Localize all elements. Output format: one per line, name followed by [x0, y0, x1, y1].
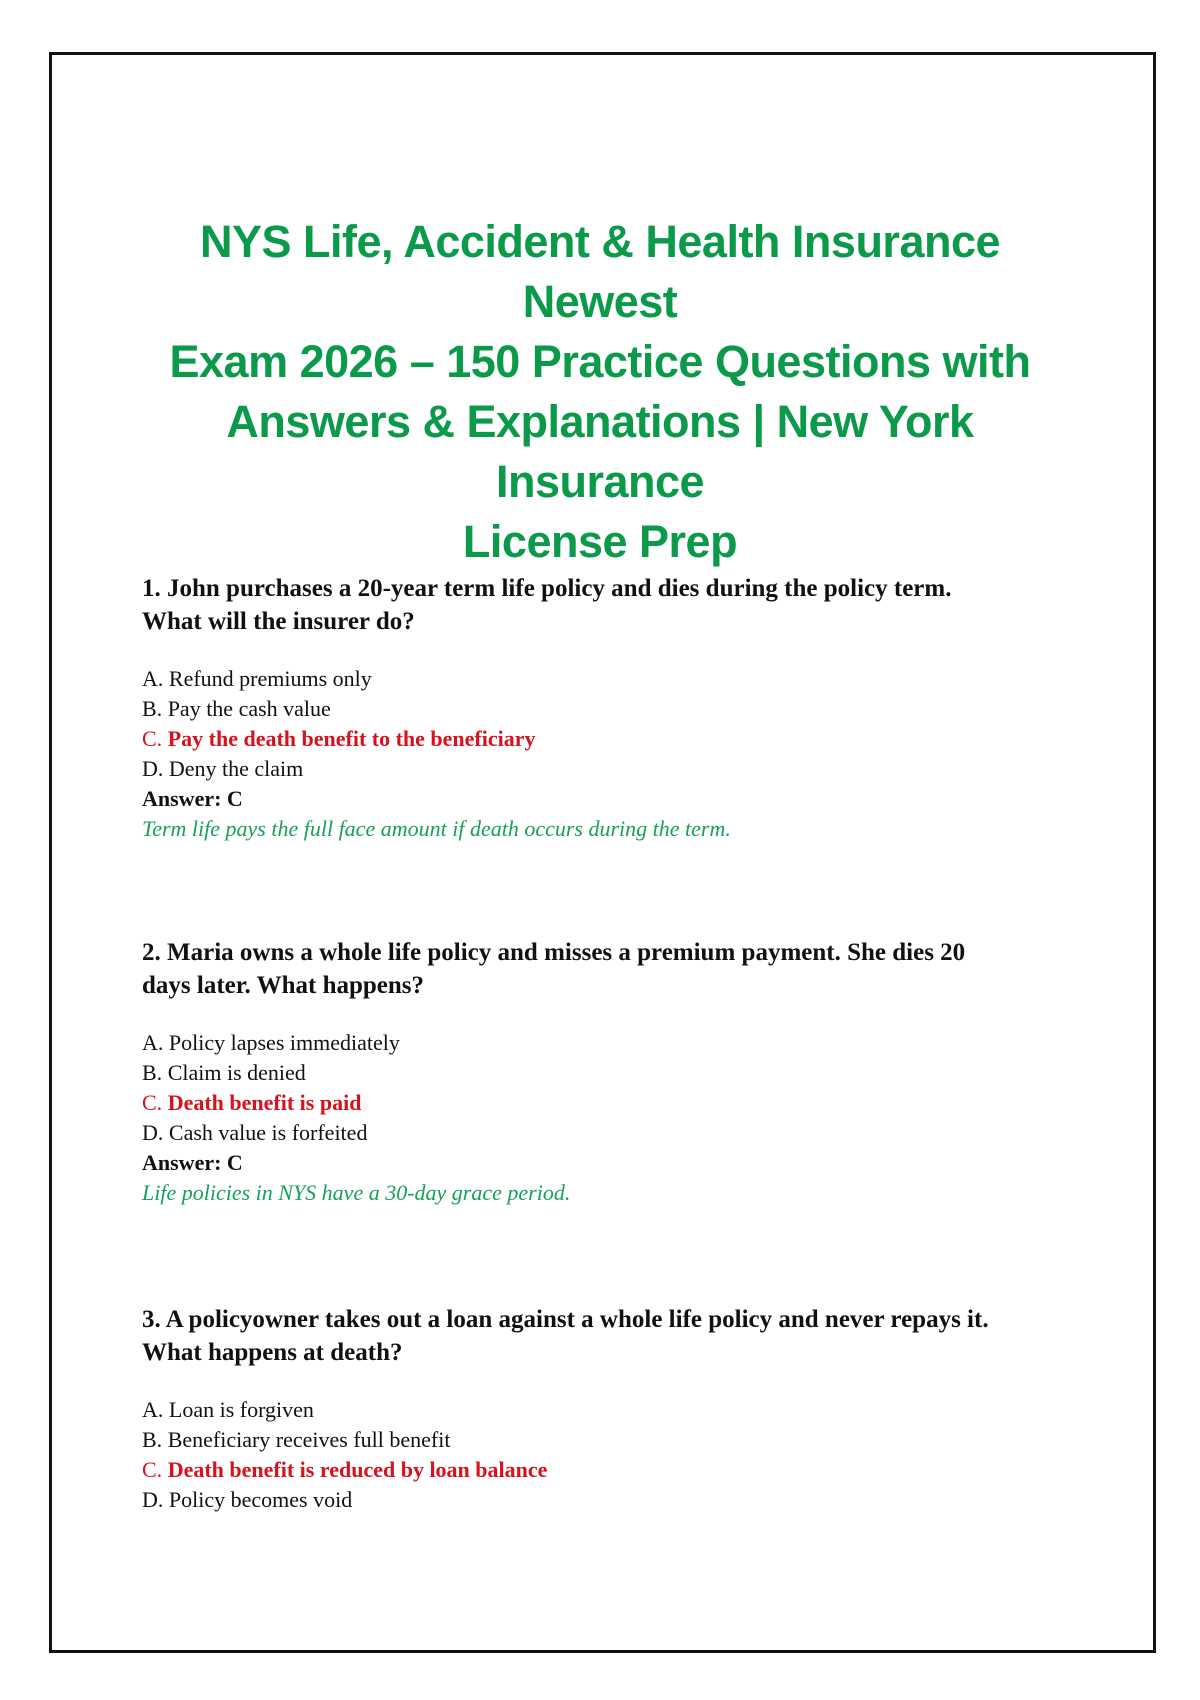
question-3 — [142, 1303, 1072, 1515]
answer-label: Answer: C — [142, 1150, 243, 1175]
option-c-correct: C. Pay the death benefit to the beneficiary — [142, 726, 536, 751]
option-c-correct: C. Death benefit is reduced by loan balance — [142, 1457, 548, 1482]
question-1 — [142, 572, 1072, 844]
option-d: D. Cash value is forfeited — [142, 1120, 368, 1145]
title-line: NYS Life, Accident & Health Insurance Newest — [199, 216, 1001, 327]
explanation: Life policies in NYS have a 30-day grace period. — [142, 1180, 571, 1205]
option-list — [142, 1395, 1072, 1515]
document-title — [150, 212, 1050, 572]
option-c-correct: C. Death benefit is paid — [142, 1090, 362, 1115]
title-line: Answers & Explanations | New York Insurance — [226, 396, 974, 507]
option-d: D. Policy becomes void — [142, 1487, 353, 1512]
question-text: 2. Maria owns a whole life policy and misses a premium payment. She dies 20 days later. What happens? — [142, 939, 966, 999]
option-b: B. Pay the cash value — [142, 696, 331, 721]
question-text: 3. A policyowner takes out a loan against a whole life policy and never repays it. What happens at death? — [142, 1306, 989, 1366]
option-b: B. Beneficiary receives full benefit — [142, 1427, 451, 1452]
option-a: A. Policy lapses immediately — [142, 1030, 400, 1055]
explanation: Term life pays the full face amount if death occurs during the term. — [142, 816, 731, 841]
answer-label: Answer: C — [142, 786, 243, 811]
option-a: A. Refund premiums only — [142, 666, 372, 691]
option-list — [142, 664, 1072, 784]
option-d: D. Deny the claim — [142, 756, 304, 781]
option-b: B. Claim is denied — [142, 1060, 306, 1085]
question-text: 1. John purchases a 20-year term life policy and dies during the policy term. What will the insurer do? — [142, 575, 952, 635]
question-2 — [142, 936, 1072, 1208]
title-line: Exam 2026 – 150 Practice Questions with — [169, 336, 1031, 387]
option-a: A. Loan is forgiven — [142, 1397, 314, 1422]
option-list — [142, 1028, 1072, 1148]
title-line: License Prep — [462, 516, 738, 567]
